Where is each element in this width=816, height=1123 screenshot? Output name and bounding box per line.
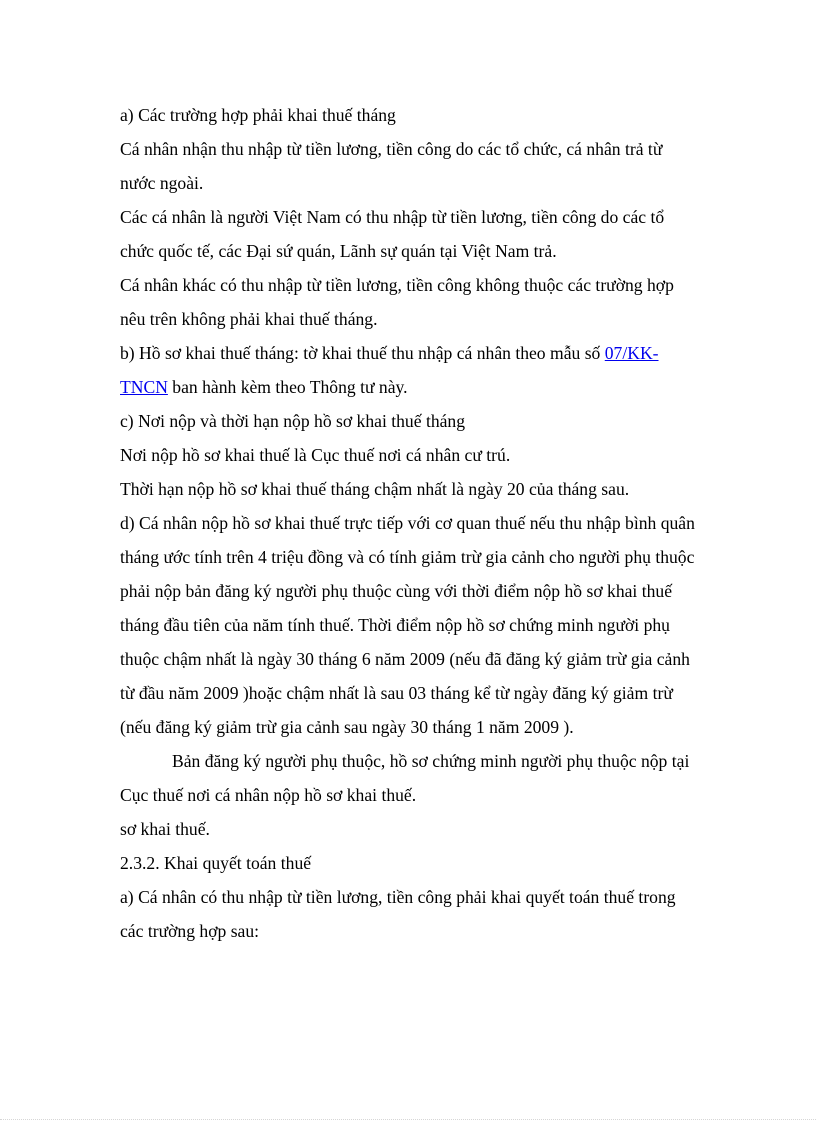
paragraph-direct-submission: d) Cá nhân nộp hồ sơ khai thuế trực tiếp với cơ quan thuế nếu thu nhập bình quân tháng ước tính trên 4 triệu đồng và có tính giảm trừ gia cảnh cho người phụ thuộc phải nộp bản đăng ký người phụ thuộc cùng với thời điểm nộp hồ sơ khai thuế tháng đầu tiên của năm tính thuế. Thời điểm nộp hồ sơ chứng minh người phụ thuộc chậm nhất là ngày 30 tháng 6 năm 2009 (nếu đã đăng ký giảm trừ gia cảnh từ đầu năm 2009 )hoặc chậm nhất là sau 03 tháng kể từ ngày đăng ký giảm trừ (nếu đăng ký giảm trừ gia cảnh sau ngày 30 tháng 1 năm 2009 ). (120, 513, 695, 737)
paragraph-fragment: sơ khai thuế. (120, 819, 210, 839)
paragraph-other-individuals: Cá nhân khác có thu nhập từ tiền lương, tiền công không thuộc các trường hợp nêu trên không phải khai thuế tháng. (120, 275, 674, 329)
heading-place-and-deadline: c) Nơi nộp và thời hạn nộp hồ sơ khai thuế tháng (120, 411, 466, 431)
document-body (120, 98, 700, 948)
paragraph-deadline: Thời hạn nộp hồ sơ khai thuế tháng chậm nhất là ngày 20 của tháng sau. (120, 479, 630, 499)
heading-monthly-declaration-cases: a) Các trường hợp phải khai thuế tháng (120, 105, 396, 125)
paragraph-monthly-dossier (120, 336, 700, 404)
paragraph-finalization-cases: a) Cá nhân có thu nhập từ tiền lương, tiền công phải khai quyết toán thuế trong các trường hợp sau: (120, 887, 676, 941)
paragraph-international-orgs: Các cá nhân là người Việt Nam có thu nhập từ tiền lương, tiền công do các tổ chức quốc tế, các Đại sứ quán, Lãnh sự quán tại Việt Nam trả. (120, 207, 665, 261)
section-heading-finalization: 2.3.2. Khai quyết toán thuế (120, 853, 312, 873)
dossier-text-before-link: b) Hồ sơ khai thuế tháng: tờ khai thuế thu nhập cá nhân theo mẫu số (120, 343, 605, 363)
page-bottom-divider (0, 1119, 816, 1120)
paragraph-foreign-income: Cá nhân nhận thu nhập từ tiền lương, tiền công do các tổ chức, cá nhân trả từ nước ngoài. (120, 139, 663, 193)
dossier-text-after-link: ban hành kèm theo Thông tư này. (167, 377, 408, 397)
paragraph-place-of-submission: Nơi nộp hồ sơ khai thuế là Cục thuế nơi cá nhân cư trú. (120, 445, 511, 465)
form-07-kk-tncn-link[interactable]: 07/KK-TNCN (120, 343, 659, 397)
paragraph-dependent-registration: Bản đăng ký người phụ thuộc, hồ sơ chứng minh người phụ thuộc nộp tại Cục thuế nơi cá nhân nộp hồ sơ khai thuế. (120, 751, 690, 805)
